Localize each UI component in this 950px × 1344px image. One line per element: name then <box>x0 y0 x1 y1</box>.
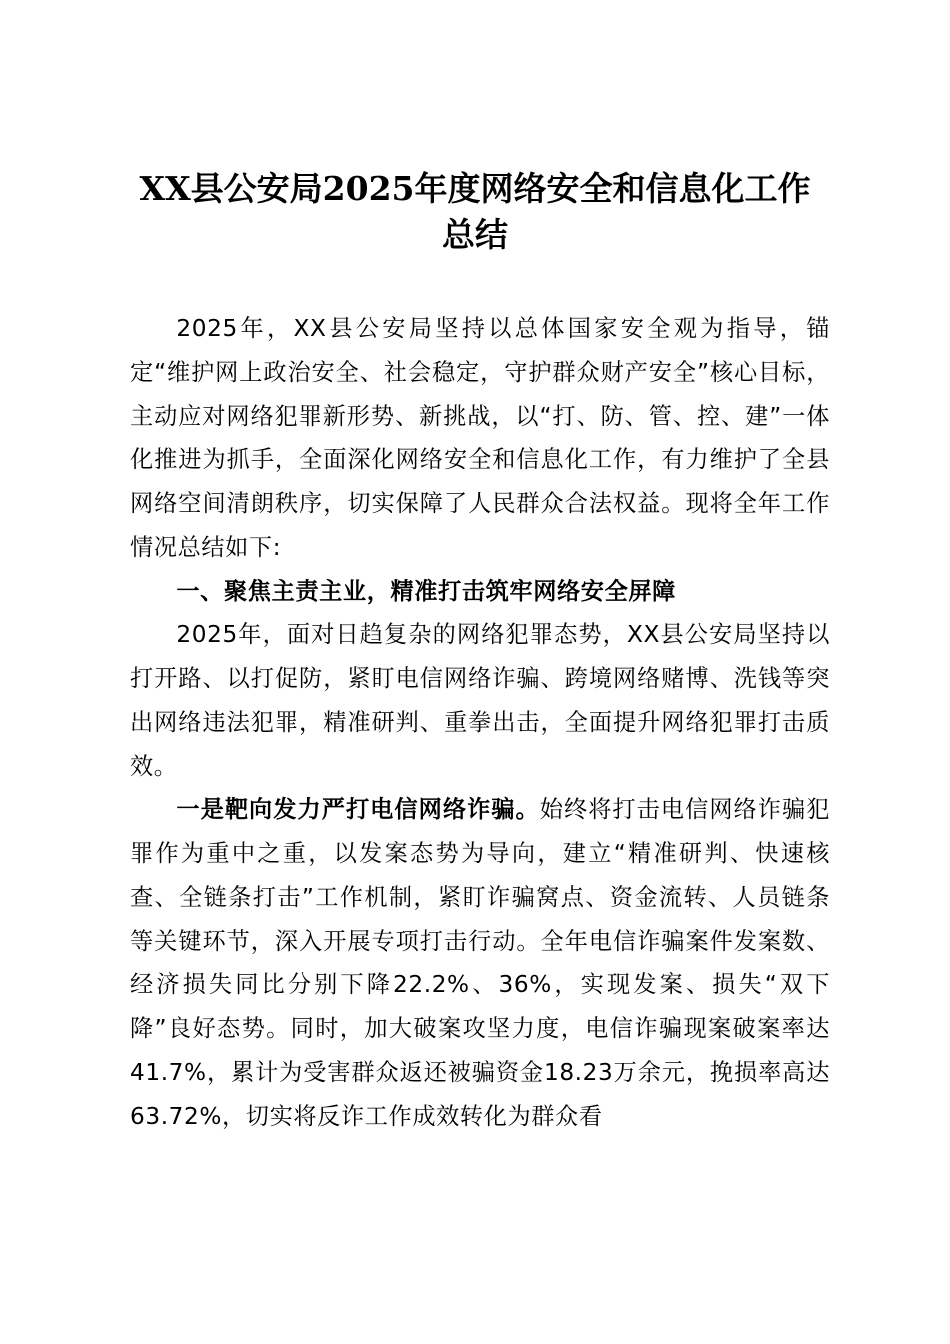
section-1-paragraph: 2025年，面对日趋复杂的网络犯罪态势，XX县公安局坚持以打开路、以打促防，紧盯电信网络诈骗、跨境网络赌博、洗钱等突出网络违法犯罪，精准研判、重拳出击，全面提升网络犯罪打击质效。 <box>130 621 830 780</box>
title-line-1: XX县公安局2025年度网络安全和信息化工作 <box>139 169 811 208</box>
point-1-paragraph <box>130 788 830 1138</box>
document-title <box>100 166 850 258</box>
document-body <box>130 307 830 1138</box>
section-1-heading: 一、聚焦主责主业，精准打击筑牢网络安全屏障 <box>176 577 676 605</box>
point-1-text: 始终将打击电信网络诈骗犯罪作为重中之重，以发案态势为导向，建立“精准研判、快速核查、全链条打击”工作机制，紧盯诈骗窝点、资金流转、人员链条等关键环节，深入开展专项打击行动。全年电信诈骗案件发案数、经济损失同比分别下降22.2%、36%，实现发案、损失“双下降”良好态势。同时，加大破案攻坚力度，电信诈骗现案破案率达41.7%，累计为受害群众返还被骗资金18.23万余元，挽损率高达63.72%，切实将反诈工作成效转化为群众看 <box>130 796 830 1130</box>
title-line-2: 总结 <box>442 215 508 254</box>
intro-paragraph: 2025年，XX县公安局坚持以总体国家安全观为指导，锚定“维护网上政治安全、社会稳定，守护群众财产安全”核心目标，主动应对网络犯罪新形势、新挑战，以“打、防、管、控、建”一体化推进为抓手，全面深化网络安全和信息化工作，有力维护了全县网络空间清朗秩序，切实保障了人民群众合法权益。现将全年工作情况总结如下: <box>130 315 830 561</box>
point-1-lead: 一是靶向发力严打电信网络诈骗。 <box>176 796 540 824</box>
